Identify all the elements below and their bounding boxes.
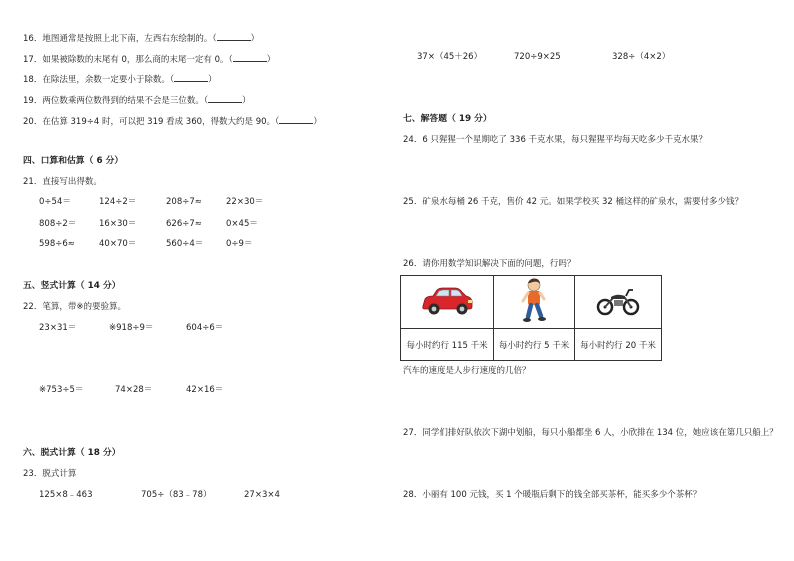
answer-blank[interactable] (174, 73, 208, 82)
question-27: 27．同学们排好队依次下湖中划船，每只小船都坐 6 人，小欣排在 134 位，她应该在第几只船上？ (403, 428, 778, 438)
section-5-title: 五、竖式计算（ 14 分） (23, 281, 121, 291)
table-label-walker: 每小时约行 5 千米 (494, 329, 575, 361)
section-7-title: 七、解答题（ 19 分） (403, 114, 492, 124)
question-17: 17．如果被除数的末尾有 0，那么商的末尾一定有 0。（ ） (23, 55, 276, 65)
oral-item: 808÷2＝ (39, 219, 77, 229)
stepwise-item: 125×8﹣463 (39, 490, 93, 500)
stepwise-item: 720÷9×25 (514, 52, 561, 62)
section-6-title: 六、脱式计算（ 18 分） (23, 448, 121, 458)
answer-blank[interactable] (208, 94, 242, 103)
car-icon (419, 285, 475, 320)
oral-item: 208÷7≈ (166, 197, 202, 207)
oral-item: 0÷54＝ (39, 197, 71, 207)
oral-item: 16×30＝ (99, 219, 137, 229)
stepwise-item: 705÷（83﹣78） (141, 490, 212, 500)
question-26-sub: 汽车的速度是人步行速度的几倍？ (403, 366, 531, 376)
question-20: 20．在估算 319÷4 时，可以把 319 看成 360，得数大约是 90。（ ） (23, 117, 322, 127)
stepwise-item: 328÷（4×2） (612, 52, 671, 62)
oral-item: 626÷7≈ (166, 219, 202, 229)
oral-item: 22×30＝ (226, 197, 264, 207)
oral-item: 0×45＝ (226, 219, 258, 229)
answer-blank[interactable] (233, 53, 267, 62)
question-16: 16．地图通常是按照上北下南，左西右东绘制的。（ ） (23, 34, 260, 44)
stepwise-item: 37×（45＋26） (417, 52, 483, 62)
vertical-calc-item: ※918÷9＝ (109, 323, 154, 333)
question-26: 26．请你用数学知识解决下面的问题，行吗？ (403, 259, 576, 269)
table-cell-walker (494, 276, 575, 329)
oral-item: 0÷9＝ (226, 239, 253, 249)
answer-blank[interactable] (279, 115, 313, 124)
oral-item: 40×70＝ (99, 239, 137, 249)
vertical-calc-item: 74×28＝ (115, 385, 153, 395)
vertical-calc-item: 23×31＝ (39, 323, 77, 333)
question-23: 23．脱式计算 (23, 469, 77, 479)
stepwise-item: 27×3×4 (244, 490, 280, 500)
table-cell-motorcycle (574, 276, 661, 329)
vertical-calc-item: ※753÷5＝ (39, 385, 84, 395)
walking-boy-icon (519, 277, 549, 328)
question-22: 22．笔算，带※的要验算。 (23, 302, 126, 312)
oral-item: 124÷2＝ (99, 197, 137, 207)
table-cell-car (401, 276, 494, 329)
vertical-calc-item: 604÷6＝ (186, 323, 224, 333)
question-19: 19．两位数乘两位数得到的结果不会是三位数。（ ） (23, 96, 251, 106)
speed-table (400, 275, 662, 361)
question-24: 24．6 只猩猩一个星期吃了 336 千克水果，每只猩猩平均每天吃多少千克水果？ (403, 135, 708, 145)
question-25: 25．矿泉水每桶 26 千克，售价 42 元。如果学校买 32 桶这样的矿泉水，需要付多少钱？ (403, 197, 743, 207)
table-label-car: 每小时约行 115 千米 (401, 329, 494, 361)
question-21: 21．直接写出得数。 (23, 177, 102, 187)
question-28: 28．小丽有 100 元钱，买 1 个暖瓶后剩下的钱全部买茶杯，能买多少个茶杯？ (403, 490, 702, 500)
motorcycle-icon (595, 286, 641, 319)
table-label-motorcycle: 每小时约行 20 千米 (574, 329, 661, 361)
oral-item: 598÷6≈ (39, 239, 75, 249)
question-18: 18．在除法里，余数一定要小于除数。（ ） (23, 75, 217, 85)
section-4-title: 四、口算和估算（ 6 分） (23, 156, 124, 166)
answer-blank[interactable] (217, 32, 251, 41)
oral-item: 560÷4＝ (166, 239, 204, 249)
vertical-calc-item: 42×16＝ (186, 385, 224, 395)
